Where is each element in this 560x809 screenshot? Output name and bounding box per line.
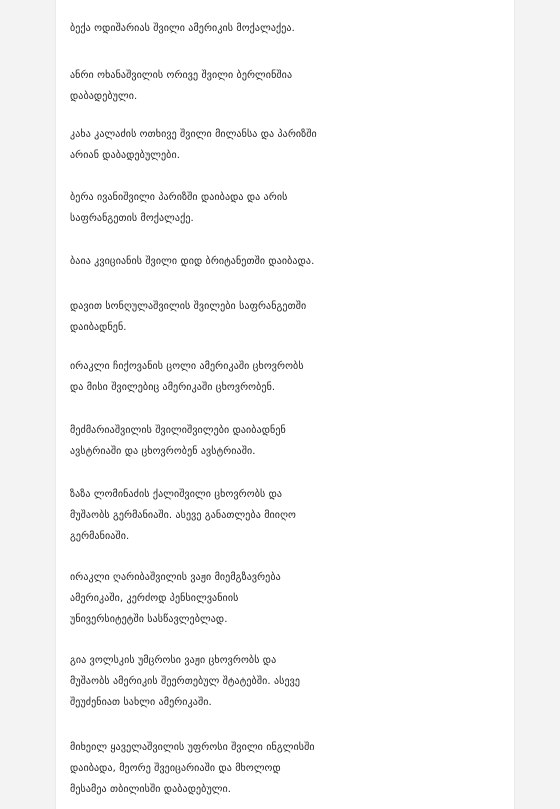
paragraph-line: გია ვოლსკის უმცროსი ვაჟი ცხოვრობს და [70,655,277,666]
paragraph-line: დაიბადნენ. [70,322,127,333]
document-page [56,0,514,809]
paragraph-line: ირაკლი ღარიბაშვილის ვაჟი მიემგზავრება [70,572,281,583]
paragraph-line: საფრანგეთის მოქალაქე. [70,213,194,224]
paragraph-line: ირაკლი ჩიქოვანის ცოლი ამერიკაში ცხოვრობს [70,361,304,372]
paragraph-line: ავსტრიაში და ცხოვრობენ ავსტრიაში. [70,446,256,457]
paragraph-line: უნივერსიტეტში სასწავლებლად. [70,614,228,625]
paragraph-12 [70,737,510,800]
paragraph-7 [70,356,510,398]
paragraph-line: გერმანიაში. [70,531,130,542]
paragraph-line: ამერიკაში, კერძოდ პენსილვანიის [70,593,239,604]
paragraph-9 [70,484,510,547]
paragraph-line: ბაია კვიციანის შვილი დიდ ბრიტანეთში დაიბადა. [70,256,315,267]
paragraph-line: ბექა ოდიშარიას შვილი ამერიკის მოქალაქეა. [70,23,295,34]
paragraph-line: მუშაობს ამერიკის შეერთებულ შტატებში. ასევე [70,676,301,687]
paragraph-2 [70,65,510,107]
paragraph-11 [70,650,510,713]
paragraph-4 [70,187,510,229]
paragraph-line: არიან დაბადებულები. [70,150,181,161]
paragraph-line: შეუძენიათ სახლი ამერიკაში. [70,697,212,708]
paragraph-3 [70,124,510,166]
paragraph-line: და მისი შვილებიც ამერიკაში ცხოვრობენ. [70,382,276,393]
paragraph-1 [70,18,510,39]
paragraph-line: დაიბადა, მეორე შვეიცარიაში და მხოლოდ [70,763,281,774]
paragraph-8 [70,420,510,462]
paragraph-line: კახა კალაძის ოთხივე შვილი მილანსა და პარიზში [70,129,317,140]
paragraph-line: დავით სონღულაშვილის შვილები საფრანგეთში [70,301,307,312]
paragraph-line: მესამეა თბილისში დაბადებული. [70,784,232,795]
paragraph-line: მეძმარიაშვილის შვილიშვილები დაიბადნენ [70,425,286,436]
paragraph-line: ბერა ივანიშვილი პარიზში დაიბადა და არის [70,192,288,203]
paragraph-line: ზაზა ლომინაძის ქალიშვილი ცხოვრობს და [70,489,283,500]
paragraph-line: მიხეილ ყაველაშვილის უფროსი შვილი ინგლისში [70,742,315,753]
paragraph-6 [70,296,510,338]
paragraph-10 [70,567,510,630]
paragraph-line: დაბადებული. [70,91,138,102]
paragraph-5 [70,251,510,272]
paragraph-line: ანრი ოხანაშვილის ორივე შვილი ბერლინშია [70,70,293,81]
paragraph-line: მუშაობს გერმანიაში. ასევე განათლება მიიღო [70,510,296,521]
